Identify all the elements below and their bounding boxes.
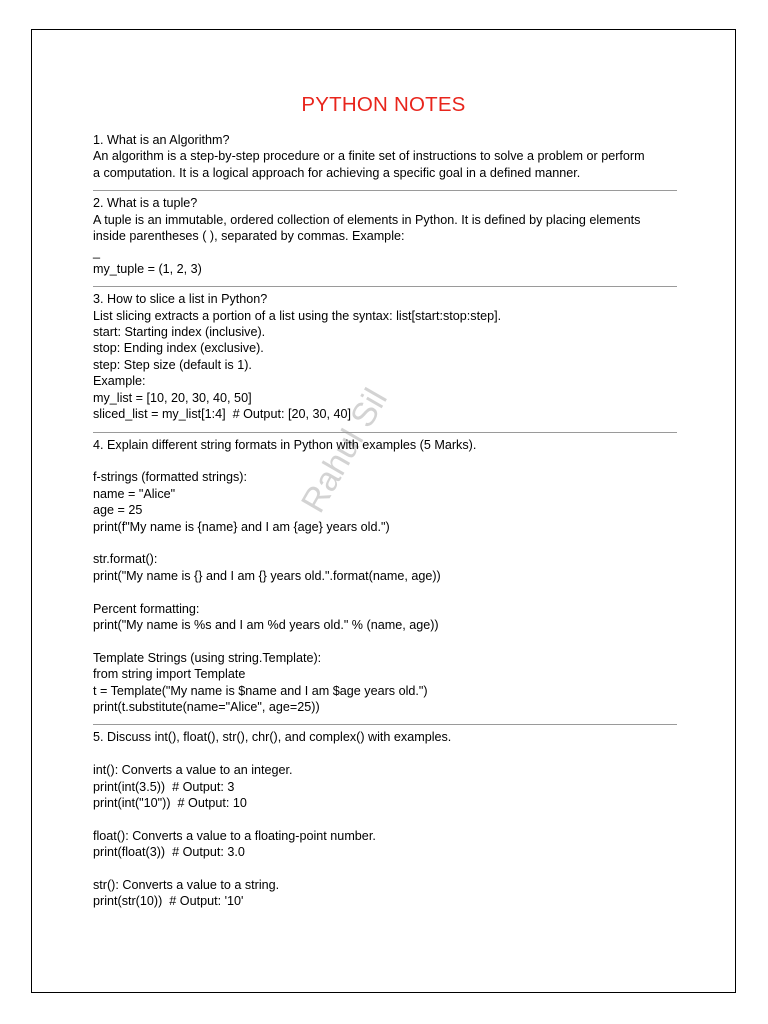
note-line: Template Strings (using string.Template): [93,650,322,665]
note-line: int(): Converts a value to an integer. [93,763,293,778]
blank-line [93,453,677,469]
section-divider [93,724,677,725]
note-line: str.format(): [93,552,158,567]
page-title: PYTHON NOTES [301,93,466,116]
note-line: print(t.substitute(name="Alice", age=25)) [93,699,320,714]
note-section [93,291,677,422]
question-heading: 2. What is a tuple? [93,196,198,211]
note-line: print(f"My name is {name} and I am {age} years old.") [93,519,390,534]
note-line: print("My name is {} and I am {} years old.".format(name, age)) [93,568,441,583]
note-line: str(): Converts a value to a string. [93,877,280,892]
note-line: Example: [93,374,146,389]
note-line: name = "Alice" [93,486,176,501]
note-line: print(float(3)) # Output: 3.0 [93,845,245,860]
note-line: print(int(3.5)) # Output: 3 [93,779,235,794]
note-line: t = Template("My name is $name and I am $age years old.") [93,683,428,698]
note-line: age = 25 [93,503,143,518]
note-line: step: Step size (default is 1). [93,357,252,372]
note-line: List slicing extracts a portion of a list using the syntax: list[start:stop:step]. [93,308,502,323]
section-divider [93,432,677,433]
note-line: f-strings (formatted strings): [93,470,247,485]
question-heading: 1. What is an Algorithm? [93,133,230,147]
note-line: inside parentheses ( ), separated by commas. Example: [93,229,405,244]
question-heading: 3. How to slice a list in Python? [93,292,268,307]
note-line: my_list = [10, 20, 30, 40, 50] [93,390,252,405]
note-line: _ [93,245,101,260]
note-section [93,132,677,181]
note-section [93,729,677,909]
note-line: from string import Template [93,667,246,682]
section-divider [93,190,677,191]
blank-line [93,584,677,600]
note-line: my_tuple = (1, 2, 3) [93,261,202,276]
note-line: print(str(10)) # Output: '10' [93,894,244,909]
note-line: float(): Converts a value to a floating-point number. [93,828,376,843]
blank-line [93,861,677,877]
note-line: print(int("10")) # Output: 10 [93,795,247,810]
note-section [93,437,677,716]
blank-line [93,535,677,551]
section-divider [93,286,677,287]
note-line: A tuple is an immutable, ordered collection of elements in Python. It is defined by placing elements [93,212,641,227]
blank-line [93,746,677,762]
note-line: print("My name is %s and I am %d years old." % (name, age)) [93,617,439,632]
question-heading: 5. Discuss int(), float(), str(), chr(), and complex() with examples. [93,730,452,745]
blank-line [93,633,677,649]
note-section [93,195,677,277]
document-page [31,29,736,993]
note-line: a computation. It is a logical approach for achieving a specific goal in a defined manner. [93,165,581,180]
watermark: Rahul Sil [294,382,395,519]
note-line: start: Starting index (inclusive). [93,325,266,340]
note-line: Percent formatting: [93,601,200,616]
question-heading: 4. Explain different string formats in Python with examples (5 Marks). [93,437,477,452]
note-line: stop: Ending index (exclusive). [93,341,264,356]
note-line: An algorithm is a step-by-step procedure or a finite set of instructions to solve a problem or perform [93,149,645,164]
notes-content [93,132,677,910]
note-line: sliced_list = my_list[1:4] # Output: [20, 30, 40] [93,407,351,422]
blank-line [93,811,677,827]
